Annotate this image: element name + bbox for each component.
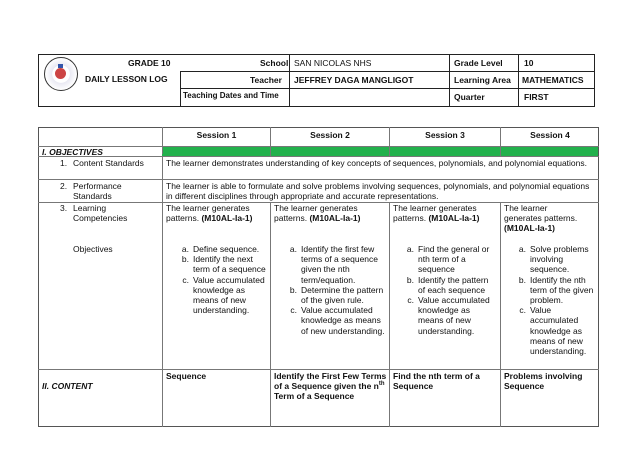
log-title: DAILY LESSON LOG <box>85 74 168 84</box>
competency-session-1: The learner generates patterns. (M10AL-Ia-1) <box>166 203 253 224</box>
objectives-list-session-1 <box>178 244 266 315</box>
session-1-header: Session 1 <box>196 130 237 140</box>
deped-seal-icon <box>44 57 78 91</box>
content-session-2: Identify the First Few Terms of a Sequence given the $n^{th}$ Term of a Sequence <box>274 371 387 402</box>
header-divider <box>289 54 290 107</box>
row-divider <box>38 156 599 157</box>
quarter-value: FIRST <box>524 92 549 102</box>
grade-title: GRADE 10 <box>128 58 171 68</box>
performance-standards-number: 2. <box>60 181 68 191</box>
competency-session-2: The learner generates patterns. (M10AL-Ia-1) <box>274 203 361 224</box>
performance-standards-label: Performance Standards <box>73 181 122 202</box>
list-item: b. Identify the nth term of the given problem. <box>518 274 594 306</box>
session-3-header: Session 3 <box>425 130 465 140</box>
content-session-1: Sequence <box>166 371 207 381</box>
content-session-4: Problems involving Sequence <box>504 371 583 392</box>
list-item: a. Solve problems involving sequence. <box>518 244 589 275</box>
grade-level-value: 10 <box>524 58 534 68</box>
competency-session-4: The learner generates patterns. (M10AL-Ia-1) <box>504 203 578 234</box>
header-divider <box>180 72 181 107</box>
col-divider <box>162 157 163 427</box>
col-divider <box>500 202 501 427</box>
content-title: II. CONTENT <box>42 381 93 391</box>
col-divider <box>389 202 390 427</box>
objectives-list-session-4 <box>515 244 596 356</box>
session-4-header: Session 4 <box>530 130 570 140</box>
content-standards-text: The learner demonstrates understanding of key concepts of sequences, polynomials, and polynomial equations. <box>166 158 588 168</box>
dates-label: Teaching Dates and Time <box>183 91 279 100</box>
competencies-label: Learning Competencies <box>73 203 128 224</box>
list-item: b. Identify the next term of a sequence <box>181 254 266 275</box>
list-item: a. Identify the first few terms of a sequence given the nth term/equation. <box>289 244 379 285</box>
col-divider <box>270 202 271 427</box>
list-item: b. Determine the pattern of the given rule. <box>289 284 384 306</box>
list-item: c. Value accumulated knowledge as means of new understanding. <box>519 305 587 357</box>
objectives-title: I. OBJECTIVES <box>42 147 103 157</box>
competency-session-3: The learner generates patterns. (M10AL-Ia-1) <box>393 203 480 224</box>
header-divider <box>449 54 450 107</box>
row-divider <box>38 146 599 147</box>
school-label: School <box>260 58 289 68</box>
school-value: SAN NICOLAS NHS <box>294 58 372 68</box>
content-session-3: Find the nth term of a Sequence <box>393 371 480 392</box>
teacher-value: JEFFREY DAGA MANGLIGOT <box>294 75 414 85</box>
list-item: a. Define sequence. <box>181 244 260 254</box>
list-item: c. Value accumulated knowledge as means of new understanding. <box>182 274 265 316</box>
learning-area-label: Learning Area <box>454 75 511 85</box>
header-divider <box>180 71 595 72</box>
performance-standards-text: The learner is able to formulate and solve problems involving sequences, polynomials, and polynomial equations in different disciplines through appropriate and accurate representations. <box>166 181 590 202</box>
header-divider <box>518 54 519 107</box>
grade-level-label: Grade Level <box>454 58 503 68</box>
list-item: c. Value accumulated knowledge as means of new understanding. <box>407 295 490 336</box>
session-2-header: Session 2 <box>310 130 350 140</box>
row-divider <box>38 179 599 180</box>
list-item: c. Value accumulated knowledge as means of new understanding. <box>290 305 385 336</box>
row-divider <box>38 369 599 370</box>
objectives-list-session-3 <box>403 244 497 336</box>
content-standards-number: 1. <box>60 158 68 168</box>
competencies-number: 3. <box>60 203 68 213</box>
objectives-list-session-2 <box>286 244 385 336</box>
learning-area-value: MATHEMATICS <box>522 75 584 85</box>
quarter-label: Quarter <box>454 92 485 102</box>
teacher-label: Teacher <box>250 75 282 85</box>
list-item: b. Identify the pattern of each sequence <box>406 274 489 295</box>
header-divider <box>180 88 595 89</box>
list-item: a. Find the general or nth term of a sequence <box>406 244 490 275</box>
content-standards-label: Content Standards <box>73 158 144 168</box>
objectives-label: Objectives <box>73 244 113 254</box>
